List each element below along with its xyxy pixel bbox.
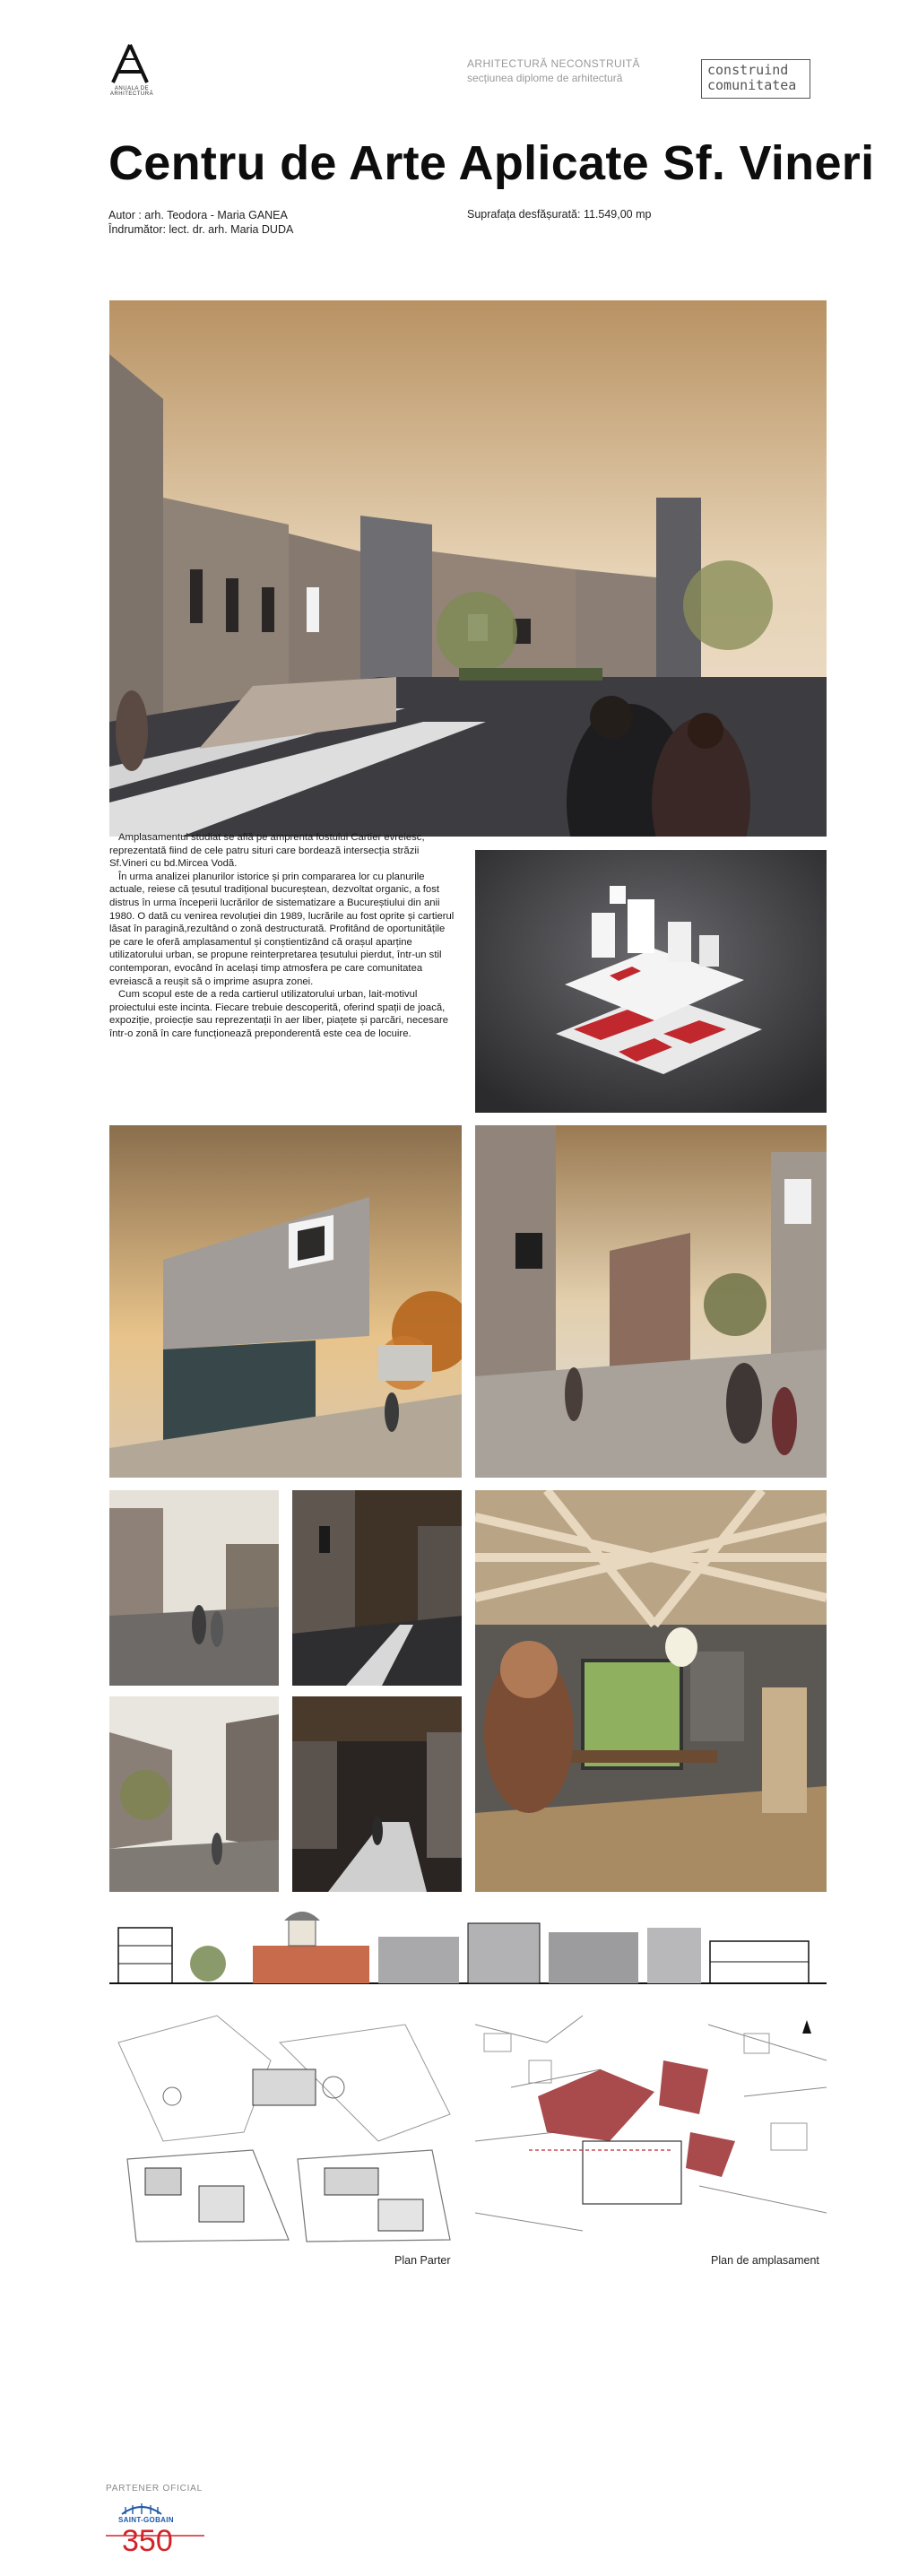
ground-floor-plan	[109, 2007, 462, 2251]
built-area: Suprafața desfășurată: 11.549,00 mp	[467, 208, 652, 221]
page-title: Centru de Arte Aplicate Sf. Vineri	[108, 136, 875, 190]
site-plan	[475, 2007, 827, 2251]
partner-label: PARTENER OFICIAL	[106, 2484, 204, 2494]
plan-caption-ground: Plan Parter	[394, 2254, 451, 2267]
plan-caption-site: Plan de amplasament	[711, 2254, 819, 2267]
brand-line-2: comunitatea	[707, 77, 797, 93]
small-render-plaza	[109, 1490, 279, 1686]
saint-gobain-logo	[106, 2502, 204, 2557]
hero-street-render	[109, 300, 827, 837]
logo-caption: ANUALA DE ARHITECTURĂ	[109, 86, 154, 97]
brand-line-1: construind	[707, 62, 789, 78]
small-render-night-street	[292, 1490, 462, 1686]
description-paragraph: În urma analizei planurilor istorice și prin compararea lor cu planurile actuale, reiese că țesutul tradițional bucureștean, dezvoltat organic, a fost distrus în urma începerii lucrărilor de sistematizare a Bucureștiului din anii 1980. O dată cu venirea revoluției din 1989, lucrările au fost oprite și cartierul lăsat în paragină,rezultând o zonă destructurată. Profitând de oportunitățile pe care le oferă amplasamentul și conștientizând că orașul aparține utilizatorului urban, se propune reinterpretarea țesutului pierdut, într-un stil contemporan, evocând în același timp atmosfera pe care comunitatea evreiască a reușit să o imprime asupra zonei.	[109, 871, 455, 987]
axonometric-diagram	[475, 850, 827, 1113]
description-paragraph: Amplasamentul studiat se află pe amprenta fostului Cartier evreiesc, reprezentată fiind de cele patru situri care bordează intersecția străzii Sf.Vineri cu bd.Mircea Vodă.	[109, 832, 425, 870]
anuala-logo-icon	[109, 43, 151, 84]
competition-series	[467, 56, 640, 85]
building-facade-render	[109, 1125, 462, 1478]
credits	[108, 208, 293, 237]
description-paragraph: Cum scopul este de a reda cartierul utilizatorului urban, lait-motivul proiectului este incinta. Fiecare trebuie descoperită, oferind spații de joacă, expoziție, proiecție sau reprezentații în aer liber, piațete și parcări, necesare într-o zonă în care funcționează preponderentă este cea de locuire.	[109, 989, 449, 1039]
sponsor-number: 350	[122, 2524, 173, 2558]
project-description	[109, 831, 455, 1041]
interior-workshop-render	[475, 1490, 827, 1892]
brand-logo	[701, 59, 810, 99]
series-subtitle: secțiunea diplome de arhitectură	[467, 72, 623, 84]
small-render-interior-passage	[292, 1696, 462, 1892]
author: Autor : arh. Teodora - Maria GANEA	[108, 209, 288, 221]
series-title: ARHITECTURĂ NECONSTRUITĂ	[467, 57, 640, 70]
courtyard-street-render	[475, 1125, 827, 1478]
sponsor-name: SAINT-GOBAIN	[118, 2516, 174, 2524]
small-render-courtyard	[109, 1696, 279, 1892]
coordinator: Îndrumător: lect. dr. arh. Maria DUDA	[108, 223, 294, 236]
longitudinal-section	[109, 1901, 827, 1992]
